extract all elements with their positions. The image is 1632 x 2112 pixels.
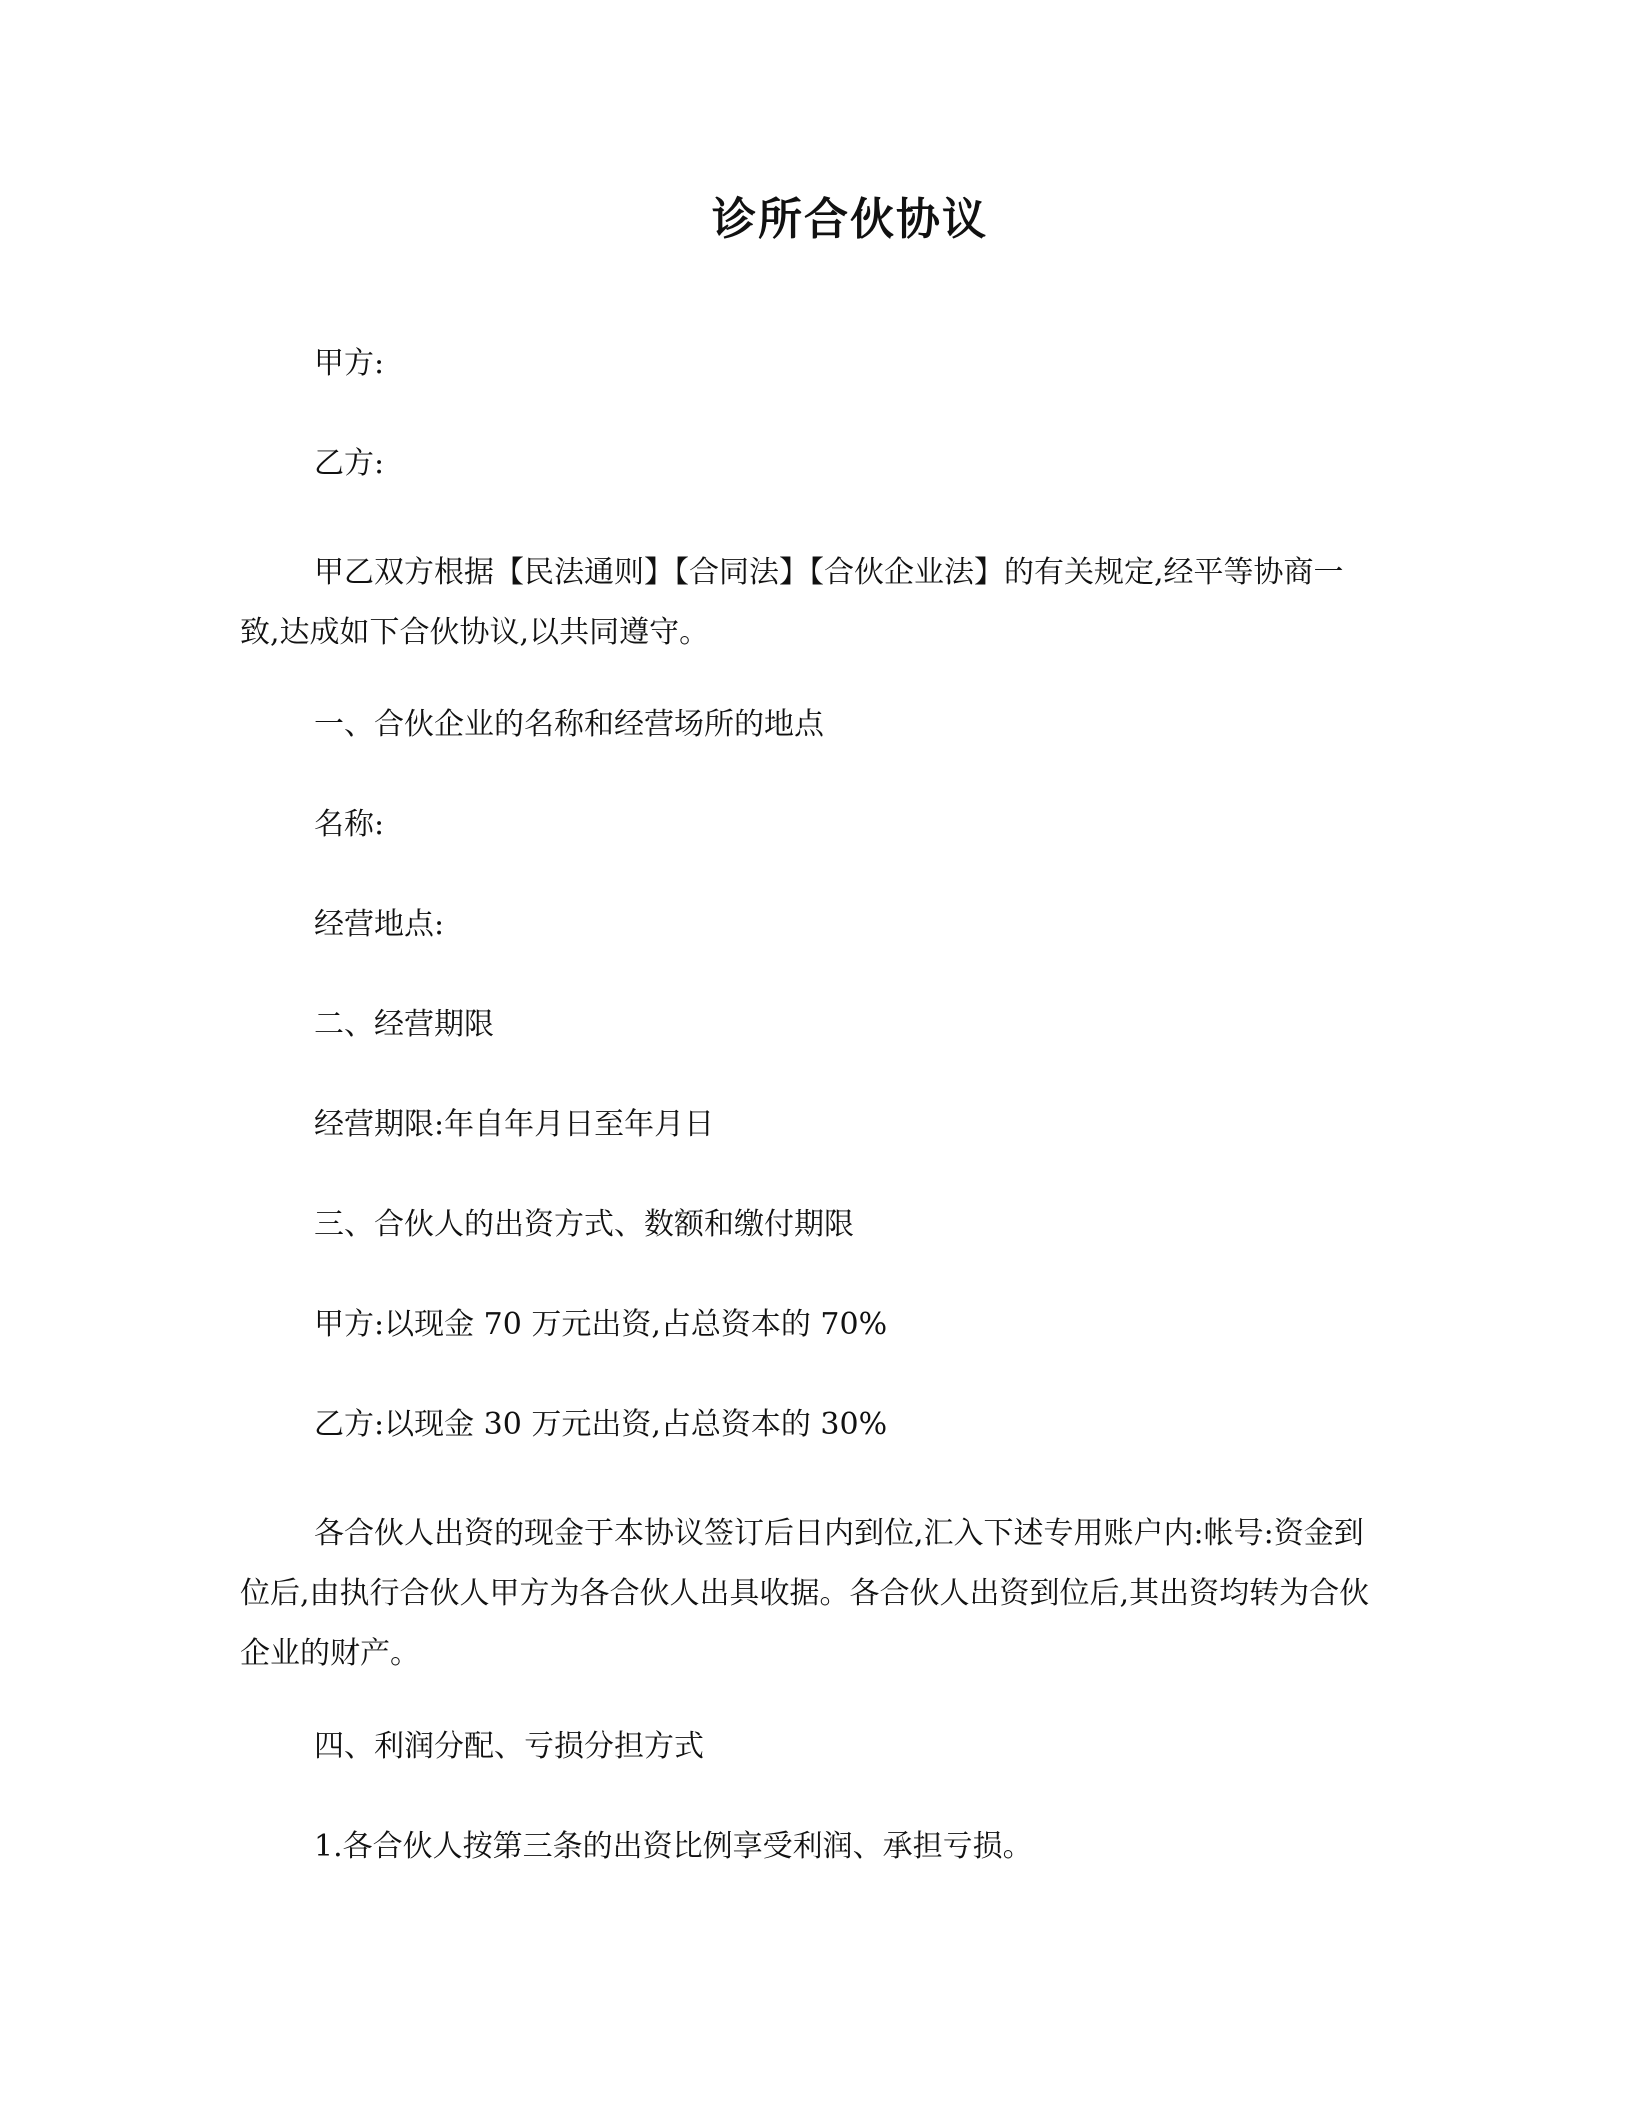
section-heading-capital: 三、合伙人的出资方式、数额和缴付期限	[314, 1207, 854, 1242]
party-a-capital-line: 甲方:以现金 70 万元出资,占总资本的 70%	[314, 1307, 888, 1342]
party-b-line: 乙方:	[314, 446, 385, 481]
profit-loss-clause-1: 1.各合伙人按第三条的出资比例享受利润、承担亏损。	[314, 1829, 1033, 1864]
section-heading-term: 二、经营期限	[314, 1007, 494, 1042]
party-b-capital-line: 乙方:以现金 30 万元出资,占总资本的 30%	[314, 1407, 888, 1442]
name-field-line: 名称:	[314, 807, 385, 842]
section-heading-profit-loss: 四、利润分配、亏损分担方式	[314, 1729, 704, 1764]
term-line: 经营期限:年自年月日至年月日	[314, 1107, 715, 1142]
agreement-preamble: 甲乙双方根据【民法通则】【合同法】【合伙企业法】的有关规定,经平等协商一致,达成如下合伙协议,以共同遵守。	[240, 555, 1344, 650]
party-a-line: 甲方:	[314, 346, 385, 381]
location-field-line: 经营地点:	[314, 907, 445, 942]
capital-payment-paragraph: 各合伙人出资的现金于本协议签订后日内到位,汇入下述专用账户内:帐号:资金到位后,由执行合伙人甲方为各合伙人出具收据。各合伙人出资到位后,其出资均转为合伙企业的财产。	[240, 1516, 1370, 1671]
section-heading-name-location: 一、合伙企业的名称和经营场所的地点	[314, 707, 824, 742]
document-title: 诊所合伙协议	[712, 194, 988, 245]
